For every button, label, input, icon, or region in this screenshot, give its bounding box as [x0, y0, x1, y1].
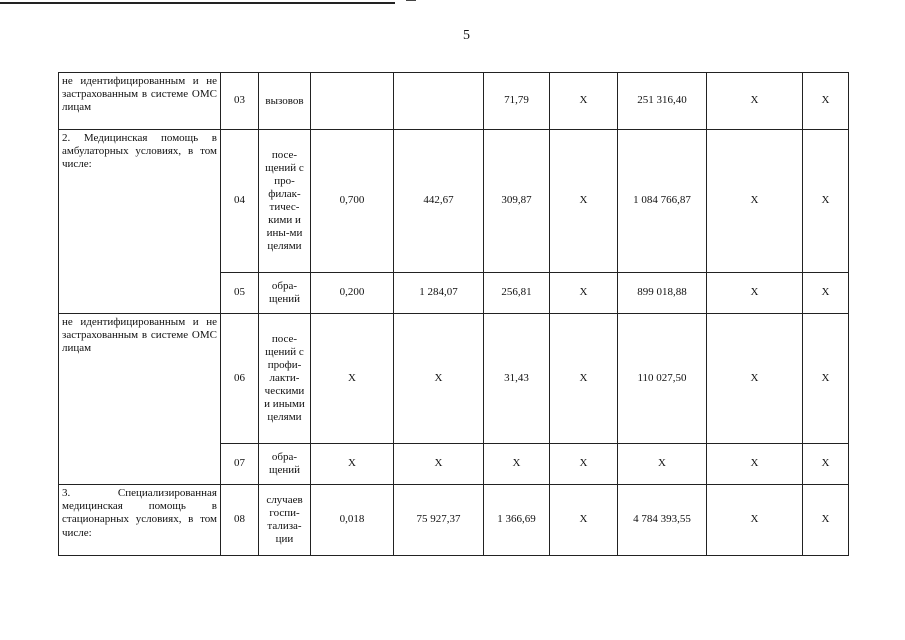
cell-c9: Х: [707, 444, 803, 485]
cell-c7: Х: [550, 130, 618, 273]
cell-c8: 251 316,40: [618, 73, 707, 130]
cell-c7: Х: [550, 73, 618, 130]
row-code: 08: [221, 485, 259, 556]
cell-c10: Х: [803, 444, 849, 485]
cell-c8: 4 784 393,55: [618, 485, 707, 556]
row-unit: посе-щений с про-филак-тичес-кими и ины-ми целями: [259, 130, 311, 273]
cell-c5: Х: [394, 314, 484, 444]
cell-c10: Х: [803, 130, 849, 273]
cell-c6: 71,79: [484, 73, 550, 130]
cell-c4: 0,200: [311, 273, 394, 314]
row-unit: посе-щений с профи-лакти-ческими и иными целями: [259, 314, 311, 444]
table-row: [59, 73, 849, 130]
cell-c8: Х: [618, 444, 707, 485]
cell-c6: Х: [484, 444, 550, 485]
cell-c4: 0,018: [311, 485, 394, 556]
row-unit: обра-щений: [259, 273, 311, 314]
cell-c9: Х: [707, 485, 803, 556]
table-row: [59, 485, 849, 556]
cell-c5: Х: [394, 444, 484, 485]
cell-c10: Х: [803, 73, 849, 130]
row-code: 06: [221, 314, 259, 444]
cell-c10: Х: [803, 314, 849, 444]
cell-c4: Х: [311, 314, 394, 444]
row-code: 05: [221, 273, 259, 314]
cell-c9: Х: [707, 273, 803, 314]
scan-artifact-mark: [406, 0, 416, 1]
cell-c8: 899 018,88: [618, 273, 707, 314]
cell-c9: Х: [707, 73, 803, 130]
cell-c10: Х: [803, 485, 849, 556]
table-row: [59, 314, 849, 444]
cell-c7: Х: [550, 485, 618, 556]
cell-c4: 0,700: [311, 130, 394, 273]
row-unit: обра-щений: [259, 444, 311, 485]
cell-c5: [394, 73, 484, 130]
cell-c6: 309,87: [484, 130, 550, 273]
financing-table: [58, 72, 849, 556]
cell-c6: 31,43: [484, 314, 550, 444]
cell-c9: Х: [707, 130, 803, 273]
cell-c5: 442,67: [394, 130, 484, 273]
cell-c4: Х: [311, 444, 394, 485]
row-name: 3. Специализированная медицинская помощь в стационарных условиях, в том числе:: [59, 485, 221, 556]
cell-c5: 75 927,37: [394, 485, 484, 556]
row-unit: вызовов: [259, 73, 311, 130]
page-number: 5: [463, 28, 470, 43]
row-name: не идентифицированным и не застрахованным в системе ОМС лицам: [59, 73, 221, 130]
table-row: [59, 130, 849, 273]
cell-c10: Х: [803, 273, 849, 314]
row-name: не идентифицированным и не застрахованным в системе ОМС лицам: [59, 314, 221, 485]
row-name: 2. Медицинская помощь в амбулаторных условиях, в том числе:: [59, 130, 221, 314]
cell-c7: Х: [550, 444, 618, 485]
cell-c6: 256,81: [484, 273, 550, 314]
cell-c9: Х: [707, 314, 803, 444]
cell-c8: 1 084 766,87: [618, 130, 707, 273]
cell-c6: 1 366,69: [484, 485, 550, 556]
scan-artifact-line: [0, 2, 395, 4]
cell-c7: Х: [550, 273, 618, 314]
cell-c7: Х: [550, 314, 618, 444]
row-code: 03: [221, 73, 259, 130]
row-unit: случаев госпи-тализа-ции: [259, 485, 311, 556]
row-code: 04: [221, 130, 259, 273]
row-code: 07: [221, 444, 259, 485]
cell-c4: [311, 73, 394, 130]
cell-c8: 110 027,50: [618, 314, 707, 444]
cell-c5: 1 284,07: [394, 273, 484, 314]
